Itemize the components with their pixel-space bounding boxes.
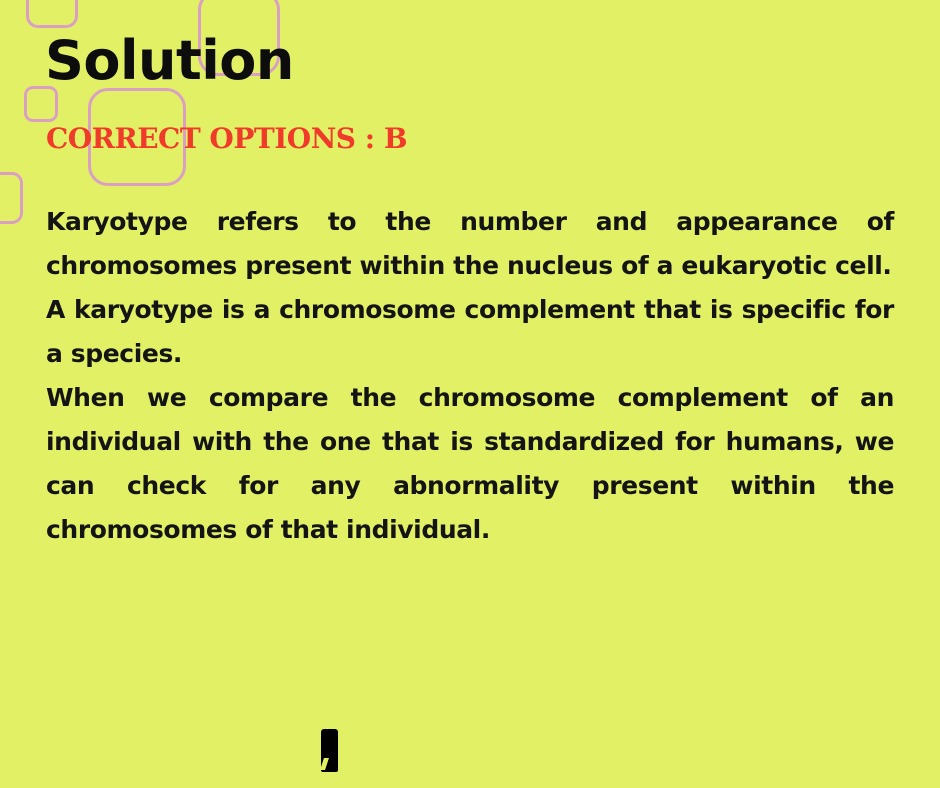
explanation-paragraph: Karyotype refers to the number and appearance of chromosomes present within the nucleus of a eukaryotic cell. [46, 207, 894, 280]
slide-title: Solution [45, 29, 294, 92]
decorative-rounded-square [0, 172, 23, 224]
explanation-paragraph: When we compare the chromosome complement of an individual with the one that is standardized for humans, we can check for any abnormality present within the chromosomes of that individual. [46, 383, 894, 544]
explanation-paragraph: A karyotype is a chromosome complement that is specific for a species. [46, 295, 894, 368]
cropped-logo-mark [321, 729, 338, 772]
decorative-rounded-square [26, 0, 78, 28]
explanation-text [46, 200, 894, 552]
correct-options-label: CORRECT OPTIONS : B [46, 122, 408, 155]
